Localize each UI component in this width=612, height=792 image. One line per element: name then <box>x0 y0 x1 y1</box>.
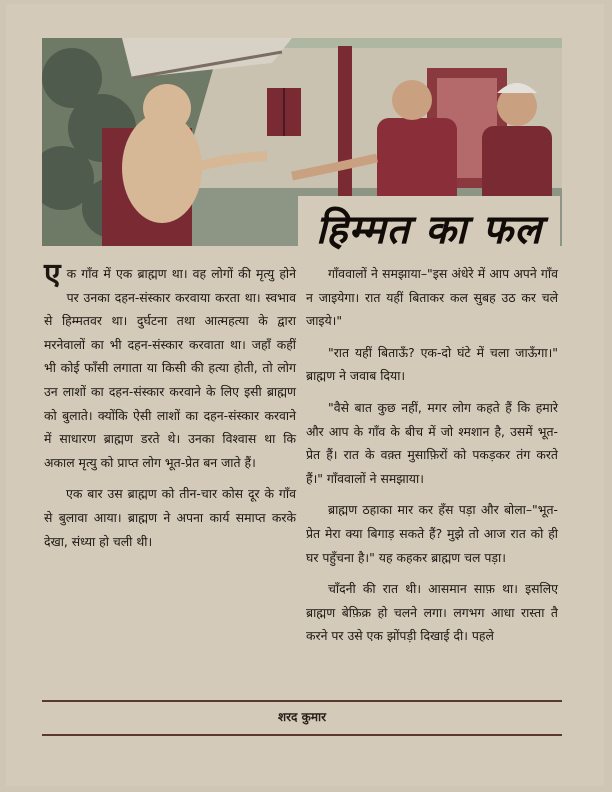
paragraph: ब्राह्मण ठहाका मार कर हँस पड़ा और बोला–"भूत-प्रेत मेरा क्या बिगाड़ सकते हैं? मुझे तो आज रात को ही घर पहुँचना है।" यह कहकर ब्राह्मण चल पड़ा। <box>306 502 558 565</box>
paragraph: "वैसे बात कुछ नहीं, मगर लोग कहते हैं कि हमारे और आप के गाँव के बीच में जो श्मशान है, उसमें भूत-प्रेत हैं। रात के वक़्त मुसाफ़िरों को पकड़कर तंग करते हैं।" गाँववालों ने समझाया। <box>306 399 558 486</box>
paragraph: गाँववालों ने समझाया–"इस अंधेरे में आप अपने गाँव न जाइयेगा। रात यहीं बिताकर कल सुबह उठ कर चले जाइये।" <box>306 266 558 329</box>
author-credit: शरद कुमार <box>277 710 327 724</box>
right-column <box>306 262 558 656</box>
drop-cap: ए <box>44 257 61 292</box>
paragraph: चाँदनी की रात थी। आसमान साफ़ था। इसलिए ब्राह्मण बेफ़िक्र हो चलने लगा। लगभग आधा रास्ता तै करने पर उसे एक झोंपड़ी दिखाई दी। पहले <box>306 581 558 644</box>
divider-bottom <box>42 734 562 736</box>
paragraph <box>44 257 296 474</box>
paragraph: एक बार उस ब्राह्मण को तीन-चार कोस दूर के गाँव से बुलावा आया। ब्राह्मण ने अपना कार्य समाप्त करके देखा, संध्या हो चली थी। <box>44 486 296 549</box>
paragraph: "रात यहीं बिताऊँ? एक-दो घंटे में चला जाऊँगा।" ब्राह्मण ने जवाब दिया। <box>306 344 558 384</box>
paragraph-text: क गाँव में एक ब्राह्मण था। वह लोगों की मृत्यु होने पर उनका दहन-संस्कार करवाया करता था। स्वभाव से हिम्मतवर था। दुर्घटना तथा आत्महत्या के द्वारा मरनेवालों का भी दहन-संस्कार करवाता था। जहाँ कहीं भी कोई फाँसी लगाता या किसी की हत्या होती, तो लोग उन लाशों का दहन-संस्कार करवाने के लिए इसी ब्राह्मण को बुलाते। क्योंकि ऐसी लाशों का दहन-संस्कार करवाने में साधारण ब्राह्मण डरते थे। उनका विश्वास था कि अकाल मृत्यु को प्राप्त लोग भूत-प्रेत बन जाते हैं। <box>44 266 296 470</box>
divider-top <box>42 700 562 702</box>
left-column <box>44 257 296 561</box>
story-title: हिम्मत का फल <box>298 196 560 258</box>
